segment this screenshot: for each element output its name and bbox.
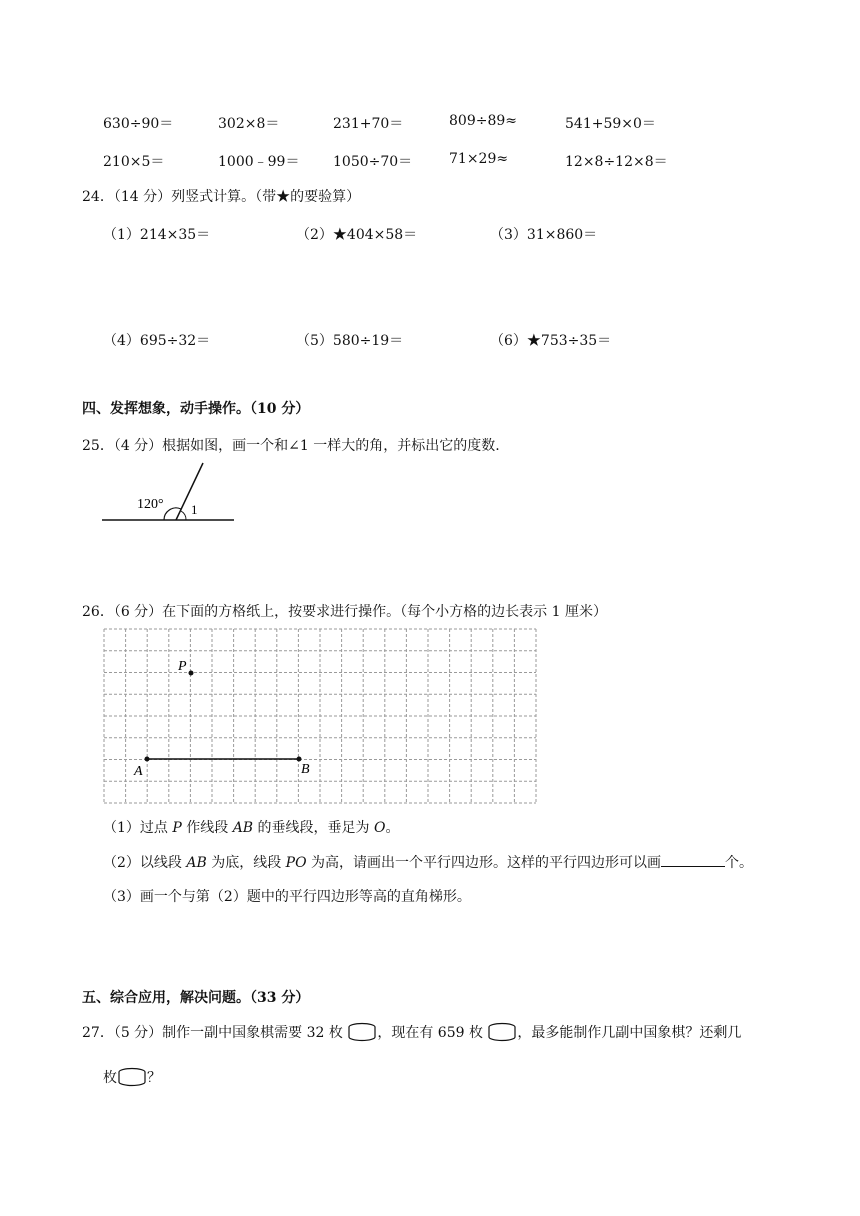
text: 个。 xyxy=(725,855,754,871)
q24-item: （3）31×860＝ xyxy=(490,227,598,243)
oral-calc-item: 71×29≈ xyxy=(449,151,509,167)
oral-calc-item: 1000﹣99＝ xyxy=(218,154,300,170)
point-p-dot xyxy=(189,671,194,676)
q24-item: （1）214×35＝ xyxy=(103,227,211,243)
oral-calc-item: 630÷90＝ xyxy=(103,116,174,132)
text: 作线段 xyxy=(181,820,233,836)
grid-svg xyxy=(103,628,537,804)
text: ，最多能制作几副中国象棋？还剩几 xyxy=(517,1025,742,1041)
point-b-label: B xyxy=(301,762,310,777)
answer-blank[interactable] xyxy=(661,854,725,867)
angle-arc-1 xyxy=(181,511,186,520)
q26-subquestion-3: （3）画一个与第（2）题中的平行四边形等高的直角梯形。 xyxy=(103,889,471,905)
question-26-title: 26．（6 分）在下面的方格纸上，按要求进行操作。（每个小方格的边长表示 1 厘米） xyxy=(82,604,607,620)
text: 为底，线段 xyxy=(206,855,286,871)
question-27-line-2 xyxy=(103,1067,161,1089)
oral-calc-item: 541+59×0＝ xyxy=(565,116,656,132)
angle-figure xyxy=(100,460,240,526)
angle-label-1: 1 xyxy=(191,502,198,517)
oral-calc-item: 1050÷70＝ xyxy=(333,154,413,170)
text: O xyxy=(374,820,386,836)
text: 枚 xyxy=(103,1070,117,1086)
oral-calc-item: 12×8÷12×8＝ xyxy=(565,154,668,170)
chess-piece-icon xyxy=(117,1067,147,1089)
text: ，现在有 659 枚 xyxy=(377,1025,483,1041)
q24-item: （2）★404×58＝ xyxy=(296,227,418,243)
point-a-label: A xyxy=(134,764,143,779)
angle-label-120: 120° xyxy=(137,497,164,512)
q24-item: （6）★753÷35＝ xyxy=(490,333,612,349)
text: P xyxy=(172,820,182,836)
text: 。 xyxy=(385,820,400,836)
oral-calc-item: 210×5＝ xyxy=(103,154,165,170)
chess-piece-icon xyxy=(347,1022,377,1044)
text: （2）以线段 xyxy=(103,855,187,871)
text: AB xyxy=(186,855,207,871)
q26-subquestion-2 xyxy=(103,852,753,872)
text: ？ xyxy=(147,1070,161,1086)
point-p-label: P xyxy=(178,659,187,674)
q24-item: （4）695÷32＝ xyxy=(103,333,211,349)
text: 27．（5 分）制作一副中国象棋需要 32 枚 xyxy=(82,1025,343,1041)
text: 为高，请画出一个平行四边形。这样的平行四边形可以画 xyxy=(306,855,662,871)
grid-lines xyxy=(104,629,536,803)
angle-ray xyxy=(176,463,203,520)
text: PO xyxy=(285,855,307,871)
text: 的垂线段，垂足为 xyxy=(253,820,374,836)
q24-item: （5）580÷19＝ xyxy=(296,333,404,349)
point-a-dot xyxy=(145,757,150,762)
grid-paper[interactable] xyxy=(103,628,537,804)
point-b-dot xyxy=(297,757,302,762)
section-4-heading: 四、发挥想象，动手操作。（10 分） xyxy=(82,401,310,417)
text: （1）过点 xyxy=(103,820,173,836)
chess-piece-icon xyxy=(487,1022,517,1044)
section-5-heading: 五、综合应用，解决问题。（33 分） xyxy=(82,990,310,1006)
oral-calc-item: 302×8＝ xyxy=(218,116,280,132)
oral-calc-item: 809÷89≈ xyxy=(449,113,517,129)
q26-subquestion-1 xyxy=(103,817,399,837)
question-24-title: 24．（14 分）列竖式计算。（带★的要验算） xyxy=(82,189,361,205)
oral-calc-item: 231+70＝ xyxy=(333,116,404,132)
text: AB xyxy=(232,820,254,836)
question-27-line-1 xyxy=(82,1022,741,1044)
question-25-title: 25．（4 分）根据如图，画一个和∠1 一样大的角，并标出它的度数. xyxy=(82,438,500,454)
